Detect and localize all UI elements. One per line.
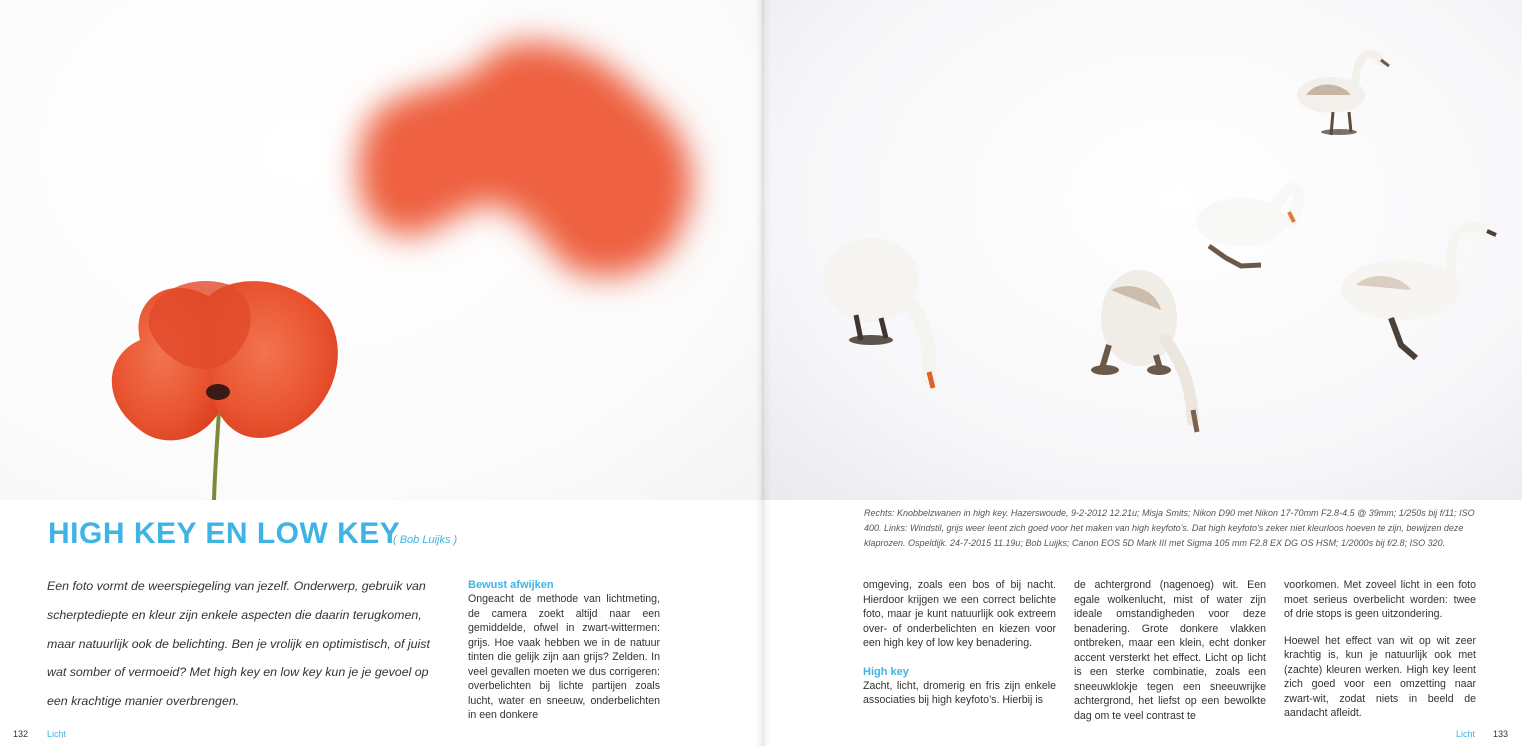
swans-illustration bbox=[761, 0, 1522, 500]
right-column-3 bbox=[1284, 578, 1476, 721]
right-column-3-text-a: voorkomen. Met zoveel licht in een foto moet serieus overbelicht worden: twee of drie stops is geen uitzondering. bbox=[1284, 579, 1476, 620]
photo-caption: Rechts: Knobbelzwanen in high key. Hazerswoude, 9-2-2012 12.21u; Misja Smits; Nikon D90 met Nikon 17-70mm F2.8-4.5 @ 39mm; 1/250s bij f/11; ISO 400. Links: Windstil, grijs weer leent zich goed voor het maken van high keyfoto’s. Dat high keyfoto’s zeker niet kleurloos hoeven te zijn, bewijzen deze klaprozen. Ospeldijk. 24-7-2015 11.19u; Bob Luijks; Canon EOS 5D Mark III met Sigma 105 mm F2.8 EX DG OS HSM; 1/2000s bij f/2.8; ISO 320. bbox=[864, 508, 1475, 549]
section-label-left: Licht bbox=[47, 729, 67, 739]
blurred-poppy bbox=[358, 42, 692, 276]
article-intro: Een foto vormt de weerspiegeling van jezelf. Onderwerp, gebruik van scherptediepte en kleur zijn enkele aspecten die daarin terugkomen, maar natuurlijk ook de belichting. Ben je vrolijk en optimistisch, of juist wat somber of vermoeid? Met high key en low key kun je je gevoel op een krachtige manier overbrengen. bbox=[47, 579, 430, 709]
right-column-1 bbox=[863, 578, 1056, 708]
right-column-1-text-a: omgeving, zoals een bos of bij nacht. Hierdoor krijgen we een correct belichte foto, maar je kunt natuurlijk ook extreem over- of onderbelichten en kiezen voor een high key of low key benadering. bbox=[863, 579, 1056, 649]
swan-3 bbox=[823, 238, 933, 388]
poppy-photo bbox=[0, 0, 761, 500]
page-number-left: 132 bbox=[13, 729, 29, 739]
swans-photo bbox=[761, 0, 1522, 500]
section-label-right: Licht bbox=[1456, 729, 1476, 739]
right-column-2 bbox=[1074, 578, 1266, 723]
right-page bbox=[761, 0, 1522, 746]
right-column-3-text-b: Hoewel het effect van wit op wit zeer krachtig is, kun je natuurlijk ook met (zachte) kleuren werken. High key leent zich goed voor een omzetting naar zwart-wit, zodat niets in beeld de aandacht afleidt. bbox=[1284, 634, 1476, 719]
swan-4 bbox=[1091, 270, 1197, 432]
swan-2 bbox=[1196, 189, 1299, 266]
sharp-poppy bbox=[112, 281, 338, 440]
right-column-2-text: de achtergrond (nagenoeg) wit. Een egale wolkenlucht, mist of water zijn ideale omstandigheden voor deze benadering. Grote donkere vlakken ontbreken, maar een klein, echt donker accent versterkt het effect. Licht op licht is een sterke combinatie, zoals een sneeuwklokje tegen een sneeuwrijke achtergrond, het liefst op een bewolkte dag om te veel contrast te bbox=[1074, 579, 1266, 722]
article-title: HIGH KEY EN LOW KEY bbox=[48, 517, 401, 550]
right-column-1-text-b: Zacht, licht, dromerig en fris zijn enkele associaties bij high keyfoto’s. Hierbij is bbox=[863, 679, 1056, 706]
poppy-illustration bbox=[0, 0, 761, 500]
subhead-bewust-afwijken: Bewust afwijken bbox=[468, 579, 554, 591]
page-number-right: 133 bbox=[1493, 729, 1509, 739]
subhead-high-key: High key bbox=[863, 665, 909, 678]
left-column-text: Ongeacht de methode van lichtmeting, de camera zoekt altijd naar een gemiddelde, ofwel in zwart-wittermen: grijs. Hoe vaak hebben we in de natuur tinten die gelijk zijn aan grijs? Zelden. In veel gevallen moeten we dus corrigeren: overbelichten bij lichte partijen zoals lucht, water en sneeuw, onderbelichten in een donkere bbox=[468, 593, 660, 721]
swan-5 bbox=[1341, 227, 1496, 358]
article-author: ( Bob Luijks ) bbox=[393, 534, 458, 546]
swan-1 bbox=[1297, 54, 1389, 135]
left-column bbox=[468, 578, 660, 723]
